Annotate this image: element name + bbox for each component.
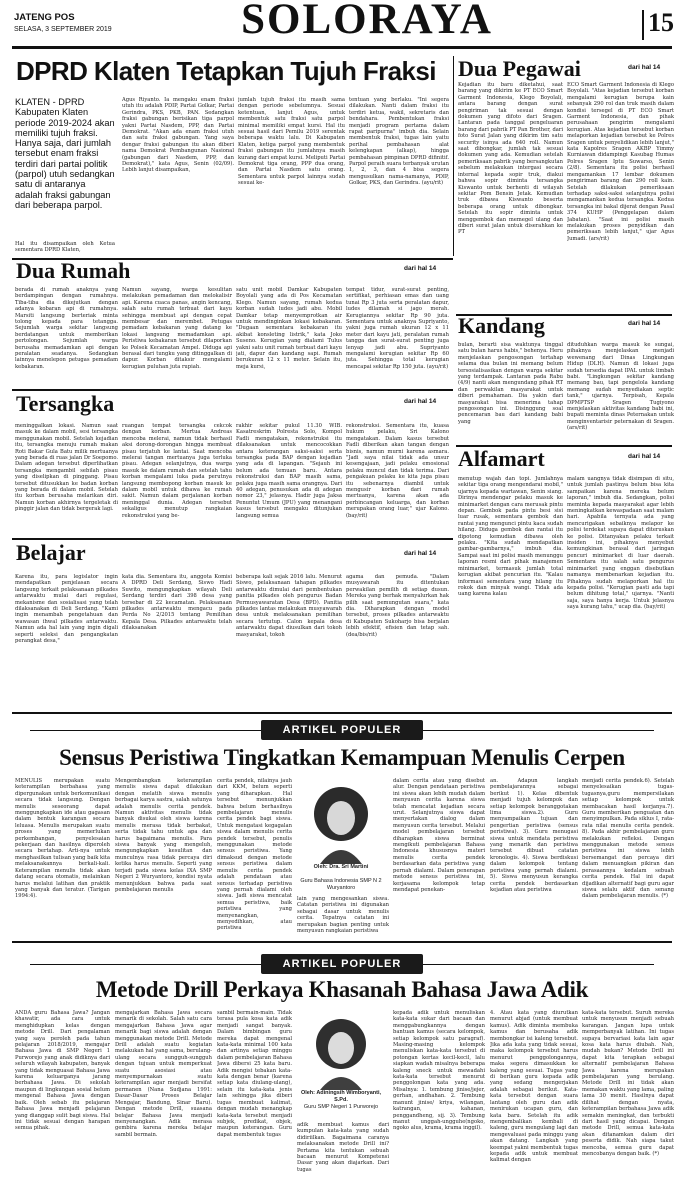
artikel-2-headline: Metode Drill Perkaya Khasanah Bahasa Jawa Adik	[95, 977, 589, 1002]
belajar-column-3: beberapa kali sejak 2016 lalu. Menurut Siswo, pelaksanaan tahapan pilkades antarwaktu dimulai dari pembentukan panitia pilkades oleh pengurus Badan Permusyawaratan Desa (BPD). Panitia pilkades lantas melakukan musyawarah desa untuk melaksanakan pemilihan secara tertutup. Calon kepala desa antarwaktu dapat diusulkan dari tokoh masyarakat, tokoh	[236, 574, 342, 638]
tersangka-column-1: meninggalkan lokasi. Namun saat masuk ke dalam mobil, sesi tersangka menggunakan mobil. Setelah kejadian itu, tersangka menuju rumah makan Roti Bakar Gula Batu milik mertuanya yang berada di ruas jalan Dr Soepomo. Dalam adegan tersebut diperlihatkan tersangka mengambil sebilah pisau yang diselipkan di pinggang. Pisau tersebut ditusukkan ke badan korban yang berada di dalam mobil. Setelah itu korban berusaha melarikan diri. Namun korban akhirnya tergeletak di pinggir jalan dan tidak bergerak lagi.	[15, 423, 118, 513]
alfamart-column-2: malam uangnya tidak disimpan di situ, untuk jumlah pastinya belum bisa kita sampaikan karena mereka belum laporan," imbuh dia. Sedangkan, polisi meminta kepada masyarakat agar lebih meningkatkan kewaspadaan saat malam hari. Apabila ternyata ada yang mencurigakan sebaiknya melapor ke polisi terdekat supaya dapat diteruskan ke polisi. Ditanyakan pelaku terkait insiden ini, pihaknya menyebut kemungkinan berasal dari jaringan pencuri minimarket di luar daerah. Sementara itu salah satu pengurus minimarket yang enggan disebutkan namanya membenarkan kejadian itu. Pihaknya sudah melaporkan hal itu kepada polisi. "Kerugian pasti ada tapi belum dihitung total," ujarnya. "Nanti saja, saya hanya kerja. Untuk jelasnya saya kurang tahu," ucap dia. (bay/rit)	[567, 476, 674, 611]
artikel-2-column-5: kepada adik untuk menuliskan kata-kata sukar dari bacaan dan menggabungkannya dengan bantuan kamus (secara kelompok, setiap kelompok satu paragraf). Masing-masing kelompok menuliskan kata-kata tersebut di potongan kertas kecil-kecil, lalu siapkan wadah misalnya beberapa kaleng sneck untuk mewadahi kata-kata tersebut menurut penggolongan kata yang ada. Misalnya: 1. tembung jinise/jejer, gerhan, andhahan. 2. Tembung manunt jinise/ kriya, wilangan, katrangan, kahanan, penggandheng, sij. 3). Tembung manut unggah-ungguhe(ngoko, ngoko alus, krama, krama inggil).	[393, 1010, 485, 1132]
tersangka-jump[interactable]: dari hal 14	[404, 398, 437, 405]
column-rule	[453, 56, 454, 256]
artikel-2-column-2: mengajarkan Bahasa Jawa secara menarik di sekolah. Salah satu cara mengajarkan Bahasa Jawa agar menarik bagi siswa adalah dengan menggunakan metode Drill. Metode Drill adalah suatu kegiatan melakukan hal yang sama, berulang-ulang secara sungguh-sungguh dengan tujuan untuk memperkuat suatu asosiasi atau menyempurnakan suatu keterampilan agar menjadi bersifat permanen (Nana Sudjana 1991: Dasar-Dasar Proses Belajar Mengajar, Bandung, Sinar Baru). Dengan metode Drill, suasana belajar Bahasa Jawa menjadi menyenangkan. Adik merasa gembira karena mereka belajar sambil bermain.	[115, 1010, 212, 1138]
artikel-1-column-2: Mengembangkan keterampilan menulis siswa dapat dilakukan dengan melatih siswa menulis berbagai karya sastra, salah satunya adalah menulis cerita pendek. Namun aktivitas menulis tidak banyak disukai oleh siswa karena menulis merasa tidak berbakat, serta tidak tahu untuk apa dan harus bagaimana menulis. Para siswa banyak yang mengeluh, mengungkapkan kesulitan dan munculnya rasa tidak percaya diri ketika harus menulis. Seperti yang terjadi pada siswa kelas IXA SMP Negeri 2 Wuryantoro, kondisi nyata menunjukkan bahwa pada saat pembelajaran menulis	[115, 778, 212, 893]
paper-name: JATENG POS	[14, 12, 75, 23]
author-2-role: Guru SMP Negeri 1 Purworejo	[303, 1104, 379, 1110]
kandang-jump[interactable]: dari hal 14	[628, 320, 661, 327]
artikel-1-headline: Sensus Peristiwa Tingkatkan Kemampuan Menulis Cerpen	[59, 745, 625, 770]
fraksi-column-4: tentuan yang berlaku. "Ini segera dilakukan. Nanti dalam fraksi itu terdiri ketua, wakil, sekretaris dan bendahara. Pembentukan fraksi menjadi program pertama dalam rapat paripurna" imbuh dia. Selain membentuk fraksi, tugas lain yaitu perihal pembahasan alat kelengkapan (alkap), hingga pembahasan pimpinan DPRD difinitif. Parpol peraih suara terbanyak urutan 1, 2, 3, dan 4 bisa segera mengusulkan nama-namanya, PDIP, Golkar, PKS, dan Gerindra. (ayu/rit)	[349, 97, 449, 187]
artikel-1-column-3: cerita pendek, nilainya jauh dari KKM, belum seperti yang diharapkan. Hal tersebut menunjukkan bahwa belum berhasilnya pembelajaran menulis cerita pendek bagi siswa. Untuk mengatasi kegagalan siswa dalam menulis cerita pendek tersebut, penulis menggunakan metode sensus peristiwa. Yang dimaksud dengan metode sensus peristiwa dalam menulis cerita pendek adalah pendataan atau sensus terhadap peristiwa yang pernah dialami oleh siswa. Jadi siswa mencatat semua peristiwa, baik peristiwa yang menyenangkan, menyedihkan, atau peristiwa	[217, 778, 292, 932]
section-rule	[12, 712, 672, 714]
fraksi-lead: KLATEN - DPRD Kabupaten Klaten periode 2019-2024 akan memiliki tujuh fraksi. Hanya saja, dari jumlah tersebut enam fraksi terdiri dari partai politik (parpol) utuh sedangkan satu di antaranya adalah fraksi gabungan dari beberapa parpol.	[15, 97, 115, 210]
author-portrait-icon	[304, 1010, 378, 1090]
dua-rumah-column-1: berada di rumah anaknya yang berdampingan dengan rumahnya. Tiba-tiba dia dikejutkan dengan adanya kobaran api di rumahnya. Marsiti langsung berteriak minta tolong kepada para tetangga. Sejumlah warga sekitar langsung berdatangan untuk memberikan pertolongan. Sejumlah warga berusaha memadamkan api dengan peralatan seadanya. Sedangkan lainnya menelepon petugas pemadam kebakaran.	[15, 287, 118, 370]
belajar-column-1: Karena itu, para legislator ingin mendapatkan penjelasan secara langsung terkait pelaksanaan pilkades antarwaktu mulai dari regulasi, mekanisme dan sosialisasi yang telah dilaksanakan di Deli Serdang. "Kami ingin menambah pengetahuan dan wawasan ihwal pilkades antarwaktu. Namun ada hal lain yang ingin digali seperti seleksi dan pengangkatan perangkat desa,"	[15, 574, 118, 645]
dua-rumah-column-4: tempat tidur, surat-surat penting, sertifikat, perhiasan emas dan uang tunai Rp 3 juta serta peralatan dapur, ludes dilamah si jago merah. Kerugiannya sekitar Rp 90 juta. Sementara untuk anaknya Supriyanto, yakni juga rumah ukuran 12 x 11 meter dari kayu jati, peralatan rumah tangga dan surat-surat penting juga lenyap jadi abu. Supriyanto mengalami kerugian sekitar Rp 60 juta. Sehingga total kerugian mencapai sekitar Rp 150 juta. (ayu/rit)	[346, 287, 449, 370]
artikel-2-column-1: ANDA guru Bahasa Jawa? Jangan khawatir, ada cara untuk menghidupkan kelas dengan metode Drill. Dari pengalaman yang saya peroleh pada tahun pelajaran 2018/2019, mengajar Bahasa Jawa di SMP Negeri 1 Purworejo yang anak didiknya dari seluruh wilayah kabupaten, banyak yang tidak menguasai Bahasa Jawa karena keluarganya jarang berbahasa Jawa. Di sekolah maupun di lingkungan sosial belum mengenal Bahasa Jawa dengan baik. Oleh sebab itu pelajaran Bahasa Jawa menjadi pelajaran yang dianggap sulit bagi siswa. Hal ini tidak sesuai dengan harapan semua pihak.	[15, 1010, 110, 1132]
artikel-2-column-7: kata-kata tersebut. Suruh mereka untuk menyusun menjadi sebuah karangan. Jangan lupa untuk memperbanyak latihan. Ini tugas supaya bervariasi kata lain agar kosa kata harus diubah. Nah, mudah bukan? Metode Drill ini dapat kita terapkan sebagai alternatif pembelajaran Bahasa Jawa karena merupakan pembelajaran yang berulang. Metode Drill ini tidak akan memakan waktu yang lama, paling lama 30 menit. Hasilnya dapat dilihat dengan nyata, keterampilan berbahasa Jawa adik semakin meningkat, dan terbukti dari hasil yang dicapai. Dengan metode Drill, semua kata-kata akan ditanamkan dalam diri peserta didik. Nah siapa takut mencoba, semua guru dapat mencobanya dengan baik. (*)	[582, 1010, 674, 1157]
belajar-column-2: kata dia. Sementara itu, anggota Komisi A DPRD Deli Serdang, Siswo Hadi Suwito, mengungkapkan wilayah Deli Serdang terdiri dari 398 desa yang tersebar di 22 kecamatan. Pelaksanaan pilkades antarwaktu mengacu pada Perda No 2/2015 tentang Pemilihan Kepala Desa. Pilkades antarwaktu telah dilaksanakan	[122, 574, 232, 632]
kandang-column-1: bulan, berarti sisa waktunya tinggal satu bulan harus habis," behenya. Heru menjelaskan pengosongan tertahap selama dua bulan ini memang belum tersosialisasikan dengan warga sekitar yang terdampak. Lantaran pada Rabu (4/9) nanti akan mengundang pihak RT dan perwakilan masyarakat untuk diberi pemahaman. Dia yakin dari masyarakat bisa menerima tahap pengosongan ini. Disinggung soal pencemaran bau dari kandang babi yang	[458, 342, 563, 425]
dua-rumah-jump[interactable]: dari hal 14	[404, 265, 437, 272]
tersangka-column-2: ruangan tempat tersangka cekcok dengan korban. Mertua Andreas mencoba melerai, namun tidak berhasil aksi dorong-dorongan hingga membuat pisau terjatuh ke lantai. Saat mencoba melerai tangan mertuanya juga terluka pisau. Adegan selanjutnya, dua warga masuk ke dalam rumah dan setelah tahu korban mengalami luka pada perutnya langsung membopong korban masuk ke dalam mobil untuk dibawa ke rumah sakit. Namun dalam perjalanan korban meninggal dunia. Adegan tersebut sekaligus menutup rangkaian rekonstruksi yang be-	[122, 423, 232, 519]
fraksi-column-2: Agus Riyanto. Ia mengaku enam fraksi utuh itu adalah PDIP, Partai Golkar, Partai Gerindra, PKS, PKB, PAN. Sedangkan fraksi gabungan berisikan tiga parpol yakni Partai Nasdem, PPP, dan Partai Demokrat. "Akan ada enam fraksi utuh dan satu fraksi gabungan. Yang saya dengar fraksi gabungan itu akan diberi nama Demokrat Pembangunan Nasional (gabungan dari Nasdem, PPP, dan Demokrat)," kata Agus, Senin (02/09). Lebih lanjut disampaikan,	[122, 97, 234, 174]
alfamart-jump[interactable]: dari hal 14	[628, 453, 661, 460]
masthead-divider	[642, 10, 644, 40]
author-portrait-icon	[304, 778, 378, 864]
artikel-1-column-6: an. Adapun langkah pembelajarannya sebagai berikut 1). Kelas dibentuk menjadi tujuh kelompok dan setiap kelompok beranggotakan lima siswa.2). Guru menyampaikan tujuan dan pengertian peristiwa (sensus peristiwa). 3). Guru menugasi siswa untuk mendata peristiwa yang menarik dan peristiwa tersebut dibuat catatan kronologis. 4). Siswa berdiskusi dalam kelompok tentang peristiwa yang pernah dialami. 5). Siswa menyusun kerangka cerita pendek berdasarkan kejadian atau peristiwa	[490, 778, 578, 893]
artikel-1-column-4: lain yang mengesankan siswa. Catatan peristiwa ini digunakan sebagai dasar untuk menulis cerita. Tepatnya catatan ini merupakan bagian penting untuk menyusun rangkaian peristiwa	[297, 896, 389, 935]
artikel-2-column-4: adik membuat kamus dari kumpulan kata-kata yang sudah didiriilkan. Bagaimana caranya melaksanakan metode Drill ini? Pertama kita tentukan sebuah bacaan menurut Kompetensi Dasar yang akan diajarkan. Dari tugas	[297, 1122, 389, 1173]
belajar-headline: Belajar	[16, 540, 86, 565]
fraksi-column-3: jumlah tujuh fraksi itu masih sama dengan periode sebelumnya. Sesuai ketentuan, lanjut Agus, untuk membentuk satu fraksi satu parpol minimal memiliki empat kursi. Hal itu sesuai hasil dari Pemilu 2019 serentak beberapa waktu lalu. Di Kabupaten Klaten, ketiga parpol yang membentuk fraksi gabungan itu jumlahnya masih kurang dari empat kursi. Meliputi Partai Demokrat tiga orang, PPP dua orang, dan Partai Nasdem satu orang. Sementara untuk parpol lainnya sudah sesuai ke-	[238, 97, 345, 187]
page-number: 15	[648, 8, 674, 37]
issue-date: SELASA, 3 SEPTEMBER 2019	[14, 26, 112, 33]
section-rule	[12, 941, 672, 943]
dua-pegawai-headline: Dua Pegawai	[458, 56, 581, 81]
artikel-1-column-1: MENULIS merupakan suatu keterampilan berbahasa yang dipergunakan untuk berkomunikasi secara tidak langsung. Dengan menulis seseorang dapat menggungkapkan ide atau gagasan dalam bentuk karangan secara leluasa. Menulis merupakan suatu proses yang memerlukan perkembangan, penyelesaian pekerjaan dan hasilnya diperoleh secara bertahap. Arti-nya untuk menghasilkan tulisan yang baik kita melaksanakannya berkali-kali. Keterampilan menulis tidak akan datang secara otomatis, melainkan harus melalui latihan dan praktik yang banyak dan teratur. (Tarigan 1994:4).	[15, 778, 110, 900]
alfamart-headline: Alfamart	[458, 446, 545, 471]
artikel-2-column-6: 4. Atau kata yang diurutkan menurut abjad (untuk membuat kamus). Adik diminta membuka kamus dan berusaha adik membongkar isi kaleng tersebut. Jika ada kata yang tidak sesuai, maka kelompok tersebut harus menurut penggolongannya, maka segera dimasukkan ke kaleng yang sesuai. Tugas yang di berikan guru kepada adik yang sedang mengerjakan adalah sebagai berikut. Kata-kata tersebut dengan suara lantang oleh guru dan adik menirukan ucapan guru, dan kata baru. Setelah itu adik mengembalikan kembali di kaleng, guru mengulang lagi dan mengevaluasi pada minggu yang akan datang. Langkah yang keempat yakni membentuk tugas kepada adik untuk membuat kalimat dengan	[490, 1010, 578, 1164]
dua-rumah-column-3: satu unit mobil Damkar Kabupaten Boyolali yang ada di Pos Kecamatan Klego. Namun sayang, rumah kedua korban sudah ludes jadi abu. Mobil Damkar tetap menyemprotkan air untuk mendinginkan lokasi kebakaran. "Dugaan sementara kebakaran itu akibat konsleting listrik," kata Joko Suseno. Kerugian yang dialami Tulus yakni satu unit rumah terbuat dari kayu jati, dapur dan kandang sapi. Rumah berukuran 12 x 11 meter. Selain itu, meja kursi,	[236, 287, 342, 370]
dua-pegawai-column-2: ECO Smart Garment Indonesia di Klego Boyolali. "Atas kejadian tersebut korban mengalami kerugian berupa kain sebanyak 290 rol dan truk masih dalam kondisi tersegel di PT ECO Smart Garment Indonesia, dan pihak perusahaan pengirim mengalami kerugian. Atas kejadian tersebut korban melaporkan kejadian tersebut ke Polres Sragen untuk penyelidikan lebih lanjut," kata Kapolres Sragen AKBP Yimmy Kurniawan didampingi Kasubag Humas Polres Sragen Iptu Suwarso, Senin (2/8). Sementara itu polisi berhasil mengamankan 17 lembar dokumen pengiriman barang dan 290 roll kain. Setelah dilakukan pemeriksaan terhadap saksi-saksi selanjutnya polisi mengamankan kedua tersangka. Kedua tersangka ini bakal dijerat dengan Pasal 374 KUHP (Penggelapan dalam Jabatan). "Saat ini polisi masih melakukan proses penyidikan dan pemeriksaan lebih lanjut," ujar Agus Jumadi. (ars/rit)	[567, 82, 674, 242]
belajar-jump[interactable]: dari hal 14	[404, 550, 437, 557]
artikel-1-column-7: menjadi cerita pendek.6). Setelah menyelesaikan tugas-tugasnya,guru mempersilakan setiap kelompok untuk membacakan hasil kerjanya.7). Guru memberikan penguatan dan menyimpulkan. Pada siklus I, rata-rata nilai menulis cerita pendek. 8). Pada akhir pembelajaran guru melakukan refleksi. Dengan menggunakan metode sensus peristiwa ini siswa lebih bersemangat dan percaya diri dalam menuangkan pikiran dan perasaannya kedalam sebuah cerita pendek. Hal ini dapat dijadikan alternatif bagi guru agar siswa selalu aktif dan senang dalam pembelajaran menulis. (*)	[582, 778, 674, 900]
artikel-2-banner: ARTIKEL POPULER	[261, 954, 423, 974]
dua-rumah-column-2: Namun sayang, warga kesulitan melakukan pemadaman dan melokalisir api. Karena cuaca panas, angin kencang, salah satu rumah terbuat dari kayu sehingga membuat api dengan cepat membesar dan merembet. Petugas pemadam kebakaran yang datang ke lokasi langsung memadamkan api. Peristiwa kebakaran tersebut dilaporkan ke Polsek Kecamatan Ampel. Diduga api berasal dari tungku yang ditinggalkan di dapur. Korban ditaksir mengalami kerugian puluhan juta rupiah.	[122, 287, 232, 370]
dua-rumah-headline: Dua Rumah	[16, 258, 131, 283]
dua-pegawai-column-1: Kejadian itu baru diketahui, saat barang yang dikirim ke PT ECO Smart Garment Indonesia, Klego Boyolali, antara barang dengan surat pengiriman tak sesuai dengan dokumen yang difoto dari Sragen. Lantaran pada tanggal pengeluaran barang dari pabrik PT Pan Brother, dari foto Surat Jalan yang dikirim tim satu security isinya ada 640 roll. Namun saat dibongkar, jumlah tak sesuai dokumen yang ada. Kemudian setelah pemeriksaan pabrik yang bersangkutan sebelum melakukan intergasi secara internal kepada sopir truk, diakui bahwa sopir diminta tersangka Kiswanto untuk berhenti di wilayah sekitar Pom Bensin Jetak. Kemudian truk dibawa Kiswanto beserta beberapa orang untuk dibongkar. Setelah itu sopir diminta untuk menggembok dan memegel ulang dan diberi surat jalan untuk diserahkan ke PT	[458, 82, 563, 236]
fraksi-headline: DPRD Klaten Tetapkan Tujuh Fraksi	[16, 56, 436, 86]
kandang-column-2: dituduhkan warga masuk ke sungai, pihaknya menjelaskan menjadi wewenang dari Dinas Lingkungan Hidup (DLH). Namun di lokasi juga sudah tersedia dapat IPAL untuk limbah babi. "Lingkungan sekitar kandang memang bau, tapi pengelola kandang memang sudah menyediakan septic tank," ujarnya. Terpisah, Kepala DPMPTSP Sragen Tugiyono menjelaskan aktivitas kandang babi ini, bupati meminta dinas Peternakan untuk menginventarisir peternakan di Sragen. (ars/rit)	[567, 342, 674, 432]
fraksi-paragraph-1: Hal itu disampaikan oleh Ketua sementara DPRD Klaten,	[15, 241, 115, 254]
author-1-name: Oleh: Dra. Sri Martini	[313, 864, 369, 870]
author-1-role: Guru Bahasa Indonesia SMP N 2 Wuryantoro	[300, 878, 382, 891]
belajar-column-4: agama dan pemuda. "Dalam musyawarah itu ditentukan perwakilan pemilih di setiap dusun. Mereka yang berhak menyalurkan hak pilih saat pemungutan suara," kata dia. Diharapkan dengan model tersebut, proses pilkades antarwaktu di Kabupaten Sukoharjo bisa berjalan lebih efektif, efisien dan tetap sah. (dea/bis/rit)	[346, 574, 449, 638]
author-photo-2	[304, 1010, 378, 1090]
tersangka-column-4: rekonstruksi. Sementara itu, kuasa hukum pelaku, Sri Kalono mengatakan. Dalam kasus tersebut Fadli diberikan akan tangan dengan bisnis, namun murni karena asmara. "Jadi saya nilai tidak ada unsur kesengajaan, jadi pelaku emosional pelaku muncul dan tidak terima. Dari pengakuan pelaku ke kita juga pisau itu sebenarnya diambil untuk mengusir korban dari rumah mertuanya, karena akan ada perbincangan keluarga, dan korban merupakan orang luar," ujar Kalono. (bay/rit)	[346, 423, 449, 519]
section-title: SOLORAYA	[241, 0, 493, 43]
author-2-name: Oleh: Adiningsih Wimboryanti, S.Pd.	[300, 1090, 382, 1103]
author-photo-1	[304, 778, 378, 864]
masthead-rule	[12, 46, 672, 49]
dua-pegawai-jump[interactable]: dari hal 14	[628, 64, 661, 71]
tersangka-headline: Tersangka	[16, 391, 115, 416]
artikel-1-column-5: dalam cerita atau yang disebut alur. Dengan pendataan peristiwa ini siswa akan lebih mudah dalam menyusun cerita karena siswa telah mencatat kejadian secara urut. Selanjutnya siswa dapat menyertakan dialog dalam menyusun cerita tersebut. Melalui model pembelajaran tersebut diharapkan siswa berminat mengikuti pembelajaran Bahasa Indonesia khususnya materi menulis cerita pendek berdasarkan data peristiwa yang pernah dialami. Dalam penerapan metode sensus peristiwa ini, kerjasama kelompok tetap mendapat penekan-	[393, 778, 485, 893]
artikel-1-banner: ARTIKEL POPULER	[261, 720, 423, 740]
alfamart-column-1: menutup wajah dan topi. Jumlahnya sekitar tiga orang mengendarai mobil," ujarnya kepada wartawan, Senin siang. Dirinya mendengar pelaku masuk ke minimarket dengan cara merusak pintu depan. Gembok pada pintu besi sisi luar rusak, sementara gembok dan rantai yang mengunci pintu kaca sudah hilang. Diduga gembok dan rantai itu dipotong kemudian dibawa oleh pelaku. "Kita sudah mendapatkan gambar-gambarnya," imbuh dia. Sampai saat ini polisi masih menunggu laporan resmi dari pihak manajemen minimarket, termasuk jumlah total kerugian akibat pencurian itu. "Kalau informasi sementara yang hilang itu rokok dan minyak wangi. Tidak ada uang karena kalau	[458, 476, 563, 598]
tersangka-column-3: rakhir sekitar pukul 11.30 WIB. Kasatreskrim Polresta Solo, Kompol Fadli mengatakan, rekonstruksi itu dilaksanakan untuk mencocokkan antara keterangan saksi-saksi serta tersangka pada BAP dengan kejadian yang ada di lapangan. "Sejauh ini belum ada temuan baru. Antara rekonstruksi dan BAP masih sama, pelaku juga masih sama orangnya. Dari 40 adegan, penusukan ada di adegan nomor 23," jelasnya. Hadir juga Jaksa Penuntut Umum (JPU) yang menangani kasus tersebut mengaku ditunjukan langsung semua	[236, 423, 342, 519]
kandang-headline: Kandang	[458, 313, 545, 338]
artikel-2-column-3: sambil bermain-main. Tidak terasa pula kosa kata adik menjadi sangat banyak. Dalam bimbingan guru mereka dapat mengenal kata-kata minimal 100 kata dan artinya setiap minggu dalam pembelajaran Bahasa Jawa dibersi 25 kata baru. Adik mengisi tebakan kata-kata dengan benar (karena setiap kata diulang-ulang), selain itu kata-kata jenis lain sehingga jika diberi tugas membuat kalimat, dengan mudah menangkap kata-kata tersebut menjadi subjek, predikat, objek, maupun keterangan. Guru dapat membentuk tugas	[217, 1010, 292, 1138]
